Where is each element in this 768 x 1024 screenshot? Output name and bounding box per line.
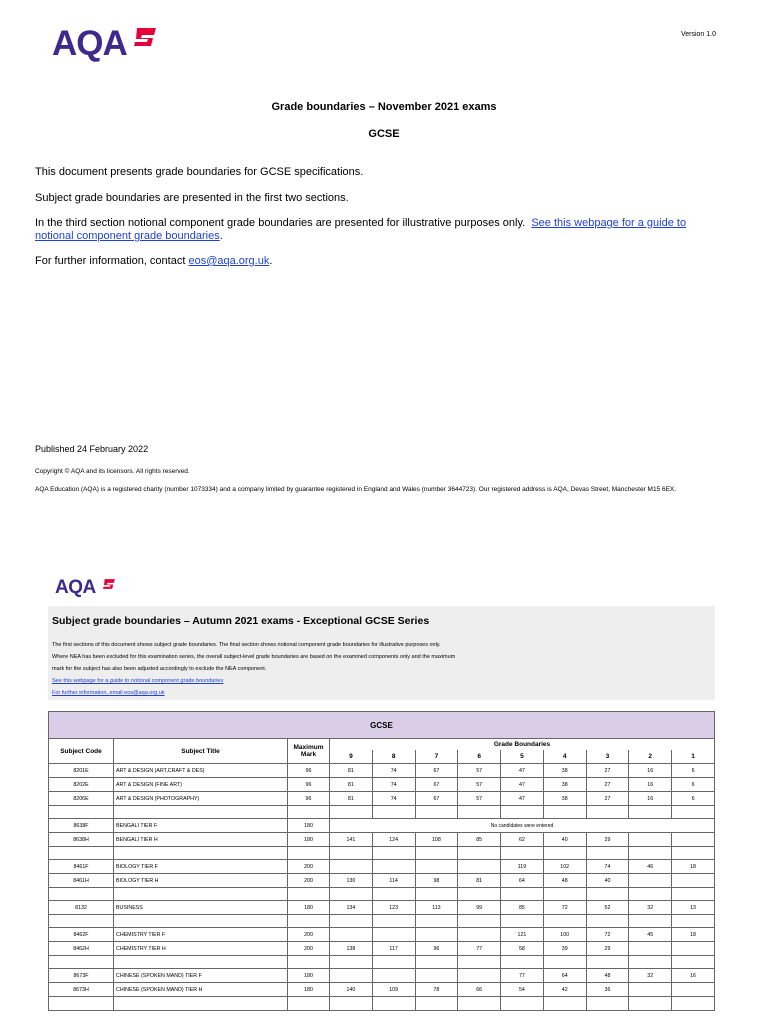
cell-grade-boundary: 29: [586, 942, 629, 956]
table-spacer-row: [49, 806, 715, 819]
cell-grade-boundary: [415, 860, 458, 874]
paragraph-3-text: In the third section notional component grade boundaries are presented for illustrative purposes only.: [35, 217, 526, 229]
cell-max-mark: 96: [288, 792, 330, 806]
cell-grade-boundary: 67: [415, 764, 458, 778]
grade-header: 3: [586, 750, 629, 764]
cell-grade-boundary: 38: [543, 764, 586, 778]
table-row: [49, 928, 715, 942]
legal-notice: AQA Education (AQA) is a registered charity (number 1073334) and a company limited by guarantee registered in England and Wales (number 3644723). Our registered address is AQA, Devas Street, Manchester M15 6EX.: [35, 486, 677, 493]
aqa-flag-small-icon: [103, 578, 116, 590]
notional-guide-link[interactable]: See this webpage for a guide to notional component grade boundaries: [35, 217, 687, 242]
cell-grade-boundary: 96: [415, 942, 458, 956]
cell-grade-boundary: 58: [501, 942, 544, 956]
cell-grade-boundary: [372, 997, 415, 1011]
copyright-notice: Copyright © AQA and its licensors. All rights reserved.: [35, 468, 190, 475]
table-row: [49, 969, 715, 983]
cell-subject-title: ART & DESIGN (FINE ART): [114, 778, 288, 792]
cell-grade-boundary: 81: [330, 764, 373, 778]
cell-grade-boundary: 6: [672, 764, 715, 778]
cell-grade-boundary: [543, 997, 586, 1011]
grade-header: 1: [672, 750, 715, 764]
cell-subject-code: 8132: [49, 901, 114, 915]
cell-max-mark: 96: [288, 778, 330, 792]
cell-grade-boundary: 48: [543, 874, 586, 888]
section-line-3: mark for the subject has also been adjusted accordingly to exclude the NEA component.: [52, 666, 267, 672]
cell-subject-code: 8202E: [49, 778, 114, 792]
cell-grade-boundary: 38: [543, 778, 586, 792]
cell-subject-title: [114, 997, 288, 1011]
cell-grade-boundary: 121: [501, 928, 544, 942]
grade-header: 2: [629, 750, 672, 764]
cell-max-mark: 96: [288, 764, 330, 778]
cell-grade-boundary: 81: [330, 792, 373, 806]
cell-grade-boundary: 123: [372, 901, 415, 915]
cell-grade-boundary: 38: [543, 792, 586, 806]
cell-subject-code: 8206E: [49, 792, 114, 806]
cell-grade-boundary: 6: [672, 778, 715, 792]
table-row: [49, 764, 715, 778]
cell-grade-boundary: [672, 942, 715, 956]
cell-grade-boundary: 32: [629, 969, 672, 983]
table-row: [49, 901, 715, 915]
cell-grade-boundary: [330, 997, 373, 1011]
grade-header: 8: [372, 750, 415, 764]
cell-subject-title: BIOLOGY TIER F: [114, 860, 288, 874]
aqa-logo-small: [55, 576, 116, 600]
aqa-logo: [52, 22, 158, 66]
section-title: Subject grade boundaries – Autumn 2021 exams - Exceptional GCSE Series: [52, 615, 430, 627]
cell-grade-boundary: 62: [501, 833, 544, 847]
table-spacer-row: [49, 915, 715, 928]
cell-grade-boundary: 52: [586, 901, 629, 915]
cell-grade-boundary: [672, 997, 715, 1011]
cell-max-mark: 180: [288, 901, 330, 915]
cell-grade-boundary: [415, 969, 458, 983]
logo-small-text: AQA: [55, 577, 96, 598]
table-row: [49, 778, 715, 792]
logo-text: AQA: [52, 24, 127, 63]
cell-subject-title: BIOLOGY TIER H: [114, 874, 288, 888]
table-row: [49, 997, 715, 1011]
document-subtitle: GCSE: [368, 128, 400, 140]
aqa-flag-icon: [134, 26, 158, 48]
cell-grade-boundary: 29: [586, 833, 629, 847]
cell-subject-code: 8673F: [49, 969, 114, 983]
cell-grade-boundary: [372, 860, 415, 874]
cell-grade-boundary: 54: [501, 983, 544, 997]
cell-max-mark: 200: [288, 860, 330, 874]
cell-grade-boundary: 57: [458, 778, 501, 792]
col-grade-boundaries: Grade Boundaries: [330, 739, 715, 751]
cell-grade-boundary: [672, 833, 715, 847]
cell-grade-boundary: 119: [501, 860, 544, 874]
cell-grade-boundary: 81: [458, 874, 501, 888]
cell-max-mark: 180: [288, 819, 330, 833]
cell-max-mark: [288, 997, 330, 1011]
cell-grade-boundary: 13: [672, 901, 715, 915]
section-email-link[interactable]: For further information, email eos@aqa.org.uk: [52, 690, 165, 696]
cell-subject-title: BENGALI TIER H: [114, 833, 288, 847]
cell-grade-boundary: 74: [372, 778, 415, 792]
cell-no-candidates: No candidates were entered: [330, 819, 715, 833]
cell-grade-boundary: 18: [672, 928, 715, 942]
cell-grade-boundary: 124: [372, 833, 415, 847]
section-link-2-wrap: [52, 690, 165, 697]
cell-grade-boundary: 99: [458, 901, 501, 915]
cell-grade-boundary: 46: [629, 860, 672, 874]
cell-grade-boundary: [458, 969, 501, 983]
cell-max-mark: 200: [288, 874, 330, 888]
cell-grade-boundary: 72: [586, 928, 629, 942]
cell-grade-boundary: [415, 997, 458, 1011]
cell-subject-title: CHEMISTRY TIER H: [114, 942, 288, 956]
cell-grade-boundary: [672, 983, 715, 997]
cell-grade-boundary: [458, 928, 501, 942]
grade-header: 5: [501, 750, 544, 764]
paragraph-4-text: For further information, contact: [35, 255, 186, 267]
cell-grade-boundary: [629, 874, 672, 888]
cell-grade-boundary: 72: [543, 901, 586, 915]
grade-header: 4: [543, 750, 586, 764]
cell-subject-title: CHINESE (SPOKEN MAND) TIER F: [114, 969, 288, 983]
published-date: Published 24 February 2022: [35, 444, 149, 454]
cell-grade-boundary: [372, 969, 415, 983]
col-subject-title: Subject Title: [114, 739, 288, 764]
table-spacer-row: [49, 847, 715, 860]
cell-grade-boundary: [629, 833, 672, 847]
cell-max-mark: 180: [288, 983, 330, 997]
cell-grade-boundary: [629, 942, 672, 956]
version-label: Version 1.0: [680, 31, 716, 38]
cell-grade-boundary: 47: [501, 764, 544, 778]
cell-subject-code: 8201E: [49, 764, 114, 778]
cell-grade-boundary: 64: [501, 874, 544, 888]
table-spacer-row: [49, 888, 715, 901]
cell-grade-boundary: 27: [586, 778, 629, 792]
cell-subject-title: ART & DESIGN (PHOTOGRAPHY): [114, 792, 288, 806]
intro-paragraph-3: In the third section notional component grade boundaries are presented for illustrative purposes only. See this webpage for a guide to notional component grade boundaries.: [35, 217, 687, 242]
cell-grade-boundary: 67: [415, 792, 458, 806]
intro-paragraph-1: This document presents grade boundaries for GCSE specifications.: [35, 166, 364, 178]
cell-grade-boundary: 74: [372, 764, 415, 778]
cell-max-mark: 180: [288, 969, 330, 983]
cell-grade-boundary: 48: [586, 969, 629, 983]
cell-subject-code: [49, 997, 114, 1011]
col-subject-code: Subject Code: [49, 739, 114, 764]
intro-paragraph-2: Subject grade boundaries are presented in the first two sections.: [35, 192, 349, 204]
cell-grade-boundary: 77: [458, 942, 501, 956]
cell-subject-title: CHEMISTRY TIER F: [114, 928, 288, 942]
cell-grade-boundary: 27: [586, 792, 629, 806]
cell-grade-boundary: 130: [330, 874, 373, 888]
cell-grade-boundary: 47: [501, 792, 544, 806]
cell-grade-boundary: 39: [543, 942, 586, 956]
cell-grade-boundary: [415, 928, 458, 942]
table-row: [49, 792, 715, 806]
cell-grade-boundary: 32: [629, 901, 672, 915]
cell-grade-boundary: 16: [672, 969, 715, 983]
cell-grade-boundary: [330, 969, 373, 983]
intro-paragraph-4: For further information, contact eos@aqa.org.uk.: [35, 255, 273, 267]
cell-grade-boundary: 138: [330, 942, 373, 956]
cell-grade-boundary: 109: [372, 983, 415, 997]
section-guide-link[interactable]: See this webpage for a guide to notional component grade boundaries: [52, 678, 224, 684]
cell-grade-boundary: 16: [629, 764, 672, 778]
cell-grade-boundary: 113: [415, 901, 458, 915]
cell-grade-boundary: 108: [415, 833, 458, 847]
cell-grade-boundary: 57: [458, 792, 501, 806]
cell-subject-code: 8673H: [49, 983, 114, 997]
cell-grade-boundary: 77: [501, 969, 544, 983]
cell-grade-boundary: 114: [372, 874, 415, 888]
cell-subject-title: CHINESE (SPOKEN MAND) TIER H: [114, 983, 288, 997]
table-row: [49, 860, 715, 874]
cell-subject-code: 8461H: [49, 874, 114, 888]
cell-grade-boundary: 140: [330, 983, 373, 997]
cell-grade-boundary: 64: [543, 969, 586, 983]
cell-grade-boundary: 141: [330, 833, 373, 847]
cell-grade-boundary: 66: [458, 983, 501, 997]
cell-subject-title: ART & DESIGN (ART,CRAFT & DES): [114, 764, 288, 778]
table-row: [49, 942, 715, 956]
grade-boundaries-table: [48, 711, 715, 1011]
grade-header: 9: [330, 750, 373, 764]
table-row: [49, 833, 715, 847]
cell-grade-boundary: 98: [415, 874, 458, 888]
cell-grade-boundary: [458, 997, 501, 1011]
table-row: [49, 874, 715, 888]
cell-grade-boundary: 16: [629, 792, 672, 806]
cell-subject-code: 8638H: [49, 833, 114, 847]
cell-grade-boundary: 40: [586, 874, 629, 888]
cell-grade-boundary: 67: [415, 778, 458, 792]
cell-max-mark: 200: [288, 942, 330, 956]
cell-grade-boundary: [672, 874, 715, 888]
cell-grade-boundary: 36: [586, 983, 629, 997]
cell-subject-code: 8461F: [49, 860, 114, 874]
cell-grade-boundary: 102: [543, 860, 586, 874]
cell-grade-boundary: 81: [330, 778, 373, 792]
cell-grade-boundary: 6: [672, 792, 715, 806]
cell-grade-boundary: 134: [330, 901, 373, 915]
cell-grade-boundary: 78: [415, 983, 458, 997]
cell-max-mark: 180: [288, 833, 330, 847]
cell-grade-boundary: [458, 860, 501, 874]
cell-grade-boundary: [372, 928, 415, 942]
cell-subject-code: 8462H: [49, 942, 114, 956]
cell-grade-boundary: [330, 928, 373, 942]
cell-grade-boundary: [501, 997, 544, 1011]
cell-grade-boundary: 100: [543, 928, 586, 942]
cell-grade-boundary: 18: [672, 860, 715, 874]
cell-max-mark: 200: [288, 928, 330, 942]
cell-grade-boundary: [629, 983, 672, 997]
cell-grade-boundary: 117: [372, 942, 415, 956]
cell-subject-title: BUSINESS: [114, 901, 288, 915]
table-row: [49, 819, 715, 833]
document-title: Grade boundaries – November 2021 exams: [271, 101, 497, 113]
cell-grade-boundary: 85: [501, 901, 544, 915]
cell-grade-boundary: 57: [458, 764, 501, 778]
cell-grade-boundary: 74: [586, 860, 629, 874]
cell-grade-boundary: 40: [543, 833, 586, 847]
cell-grade-boundary: 85: [458, 833, 501, 847]
cell-grade-boundary: 47: [501, 778, 544, 792]
table-spacer-row: [49, 956, 715, 969]
cell-grade-boundary: [629, 997, 672, 1011]
table-row: [49, 983, 715, 997]
cell-grade-boundary: 42: [543, 983, 586, 997]
cell-subject-title: BENGALI TIER F: [114, 819, 288, 833]
cell-grade-boundary: 16: [629, 778, 672, 792]
col-max-mark: Maximum Mark: [288, 739, 330, 764]
cell-grade-boundary: [330, 860, 373, 874]
cell-subject-code: 8638F: [49, 819, 114, 833]
table-caption: GCSE: [49, 712, 715, 739]
cell-grade-boundary: 27: [586, 764, 629, 778]
grade-header: 7: [415, 750, 458, 764]
contact-email-link[interactable]: eos@aqa.org.uk: [188, 255, 270, 267]
cell-grade-boundary: [586, 997, 629, 1011]
section-line-1: The first sections of this document shows subject grade boundaries. The final section shows notional component grade boundaries for illustrative purposes only.: [52, 642, 441, 648]
cell-subject-code: 8462F: [49, 928, 114, 942]
grade-header: 6: [458, 750, 501, 764]
section-line-2: Where NEA has been excluded for this examination series, the overall subject-level grade boundaries are based on the examined components only and the maximum: [52, 654, 456, 660]
cell-grade-boundary: 45: [629, 928, 672, 942]
section-link-1-wrap: [52, 678, 223, 685]
cell-grade-boundary: 74: [372, 792, 415, 806]
